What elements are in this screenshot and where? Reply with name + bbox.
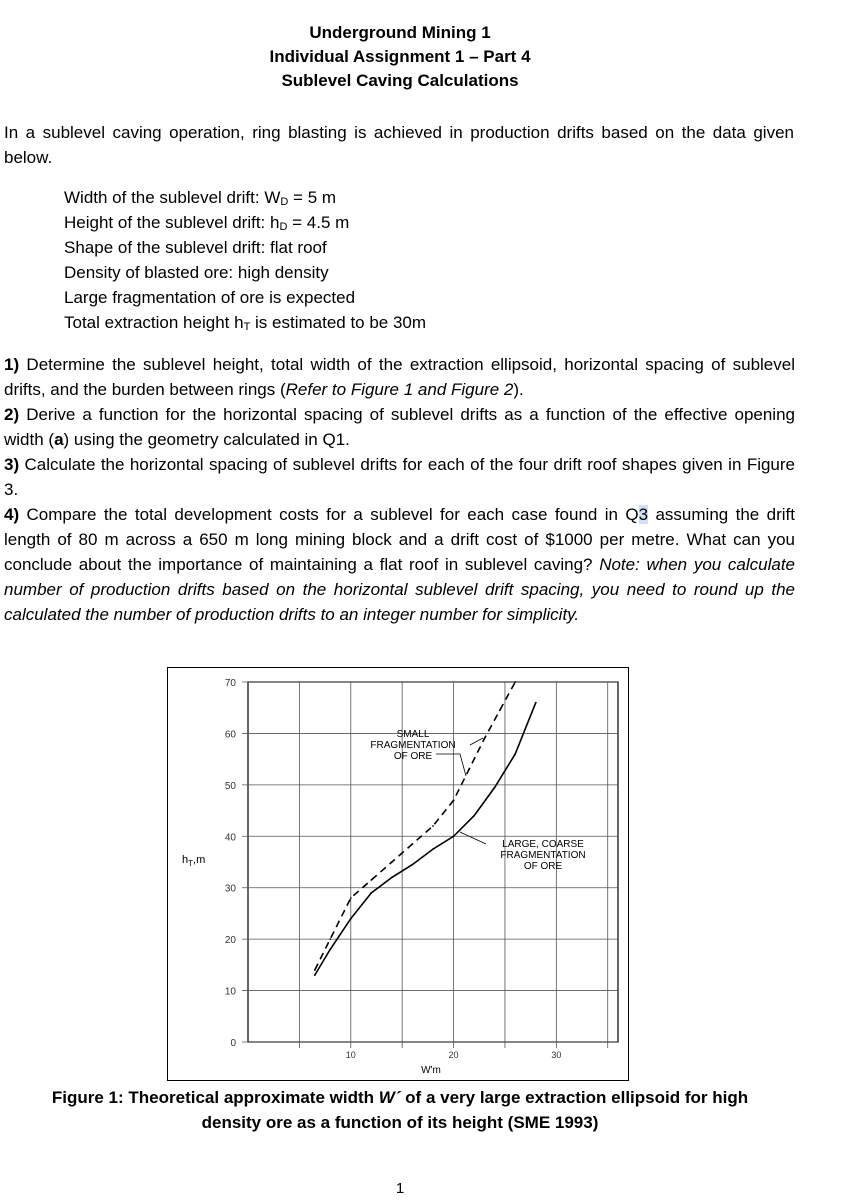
data-item-height: Height of the sublevel drift: $h_D = 4.5$ m <box>64 213 350 233</box>
point-small-8 <box>468 769 470 771</box>
point-small-10 <box>499 709 501 711</box>
point-small-6 <box>432 825 434 827</box>
point-large-11 <box>535 702 537 704</box>
chart-curves <box>314 681 537 976</box>
point-large-5 <box>412 864 414 866</box>
chart-ticks <box>225 678 561 1060</box>
data-item-density: Density of blasted ore: high density <box>64 263 329 282</box>
x-tick-label-20: 20 <box>448 1050 459 1060</box>
question-3: 3) Calculate the horizontal spacing of sublevel drifts for each of the four drift roof shapes given in Figure 3. <box>4 455 795 499</box>
point-small-3 <box>370 879 372 881</box>
y-tick-label-40: 40 <box>224 832 236 844</box>
point-large-3 <box>370 892 372 894</box>
point-large-2 <box>350 918 352 920</box>
page-number: 1 <box>395 1180 405 1197</box>
question-2: 2) Derive a function for the horizontal spacing of sublevel drifts as a function of the effective opening width (a) using the geometry calculated in Q1. <box>4 405 795 449</box>
point-small-0 <box>314 969 316 971</box>
question-1: 1) Determine the sublevel height, total width of the extraction ellipsoid, horizontal spacing of sublevel drifts, and the burden between rings (Refer to Figure 1 and Figure 2). <box>4 355 795 399</box>
point-small-9 <box>484 738 486 740</box>
annotation-large-line3: OF ORE <box>523 861 563 872</box>
point-small-7 <box>453 799 455 801</box>
data-item-fragmentation: Large fragmentation of ore is expected <box>64 288 356 307</box>
point-small-2 <box>350 897 352 899</box>
question-4-note: Note: when you calculate number of production drifts based on the horizontal sublevel drift spacing, you need to round up the calculated the number of production drifts to an integer number for simplicity. <box>4 555 795 624</box>
y-axis-label: $h_T,m$ <box>182 854 206 868</box>
point-small-4 <box>391 861 393 863</box>
point-large-6 <box>432 848 434 850</box>
figure-1-chart <box>167 667 629 1081</box>
point-large-7 <box>453 835 455 837</box>
y-tick-label-50: 50 <box>224 780 236 792</box>
point-small-5 <box>412 843 414 845</box>
y-tick-label-60: 60 <box>224 729 236 741</box>
data-item-extraction-height: Total extraction height $h_T$ is estimated to be 30m <box>64 313 427 333</box>
question-4: 4) Compare the total development costs for a sublevel for each case found in Q3 assuming the drift length of 80 m across a 650 m long mining block and a drift cost of $1000 per metre. What can you conclude about the importance of maintaining a flat roof in sublevel caving? Note: when you calculate number of production drifts based on the horizontal sublevel drift spacing, you need to round up the calculated the number of production drifts to an integer number for simplicity. <box>4 505 795 624</box>
intro-paragraph: In a sublevel caving operation, ring blasting is achieved in production drifts based on the data given below. <box>4 123 794 167</box>
y-tick-label-10: 10 <box>224 986 236 998</box>
plot-frame <box>248 682 618 1042</box>
x-axis-label: W'm <box>421 1065 441 1076</box>
y-tick-label-20: 20 <box>224 935 236 947</box>
point-large-0 <box>314 974 316 976</box>
document-title: Underground Mining 1 <box>309 23 491 42</box>
topic-subtitle: Sublevel Caving Calculations <box>281 71 519 90</box>
point-large-8 <box>473 815 475 817</box>
y-tick-label-30: 30 <box>224 883 236 895</box>
x-tick-label-10: 10 <box>345 1050 356 1060</box>
chart-svg <box>168 668 628 1080</box>
annotation-large-leader <box>460 832 486 844</box>
annotation-small-leader <box>436 754 466 776</box>
point-small-1 <box>329 938 331 940</box>
figure-caption-line2: density ore as a function of its height (SME 1993) <box>201 1113 599 1132</box>
figure-caption-line1: Figure 1: Theoretical approximate width W´ of a very large extraction ellipsoid for high <box>51 1088 749 1107</box>
point-small-11 <box>514 681 516 683</box>
y-tick-label-0: 0 <box>230 1038 236 1049</box>
annotation-small-line2: FRAGMENTATION <box>370 740 456 751</box>
point-large-4 <box>391 877 393 879</box>
annotation-large-line2: FRAGMENTATION <box>500 850 586 861</box>
y-tick-label-70: 70 <box>224 678 236 689</box>
point-large-9 <box>494 787 496 789</box>
data-item-shape: Shape of the sublevel drift: flat roof <box>64 238 327 257</box>
point-large-10 <box>514 753 516 755</box>
annotation-small-line3: OF ORE <box>393 751 433 762</box>
annotation-small-leader-2 <box>470 738 483 745</box>
assignment-subtitle: Individual Assignment 1 – Part 4 <box>269 47 531 66</box>
data-item-width: Width of the sublevel drift: $W_D = 5$ m <box>64 188 337 208</box>
x-tick-label-30: 30 <box>551 1050 562 1060</box>
point-large-1 <box>329 949 331 951</box>
annotation-small-line1: SMALL <box>396 729 430 740</box>
annotation-large-line1: LARGE, COARSE <box>502 839 584 850</box>
question-list <box>4 352 795 627</box>
